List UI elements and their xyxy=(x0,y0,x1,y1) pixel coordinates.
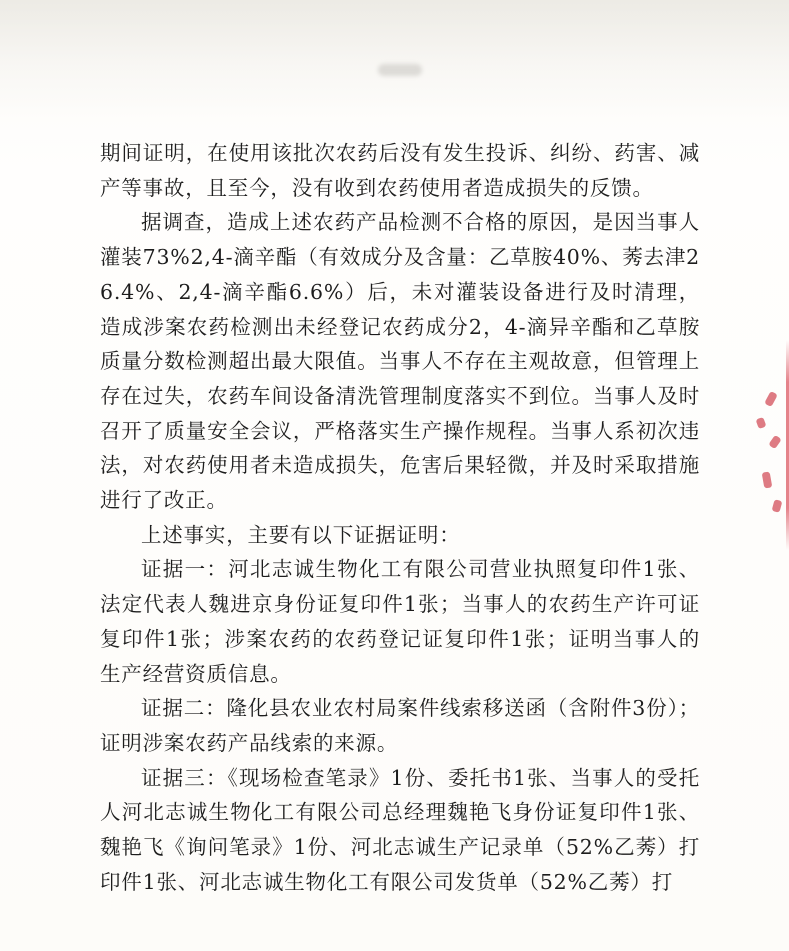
scan-shadow xyxy=(0,0,789,118)
paragraph-evidence-two: 证据二：隆化县农业农村局案件线索移送函（含附件3份）；证明涉案农药产品线索的来源。 xyxy=(100,696,700,755)
seal-fragment xyxy=(756,417,767,429)
seal-fragment xyxy=(764,391,778,407)
document-body xyxy=(100,136,700,899)
paragraph-evidence-three: 证据三：《现场检查笔录》1份、委托书1张、当事人的受托人河北志诚生物化工有限公司总经理魏艳飞身份证复印件1张、魏艳飞《询问笔录》1份、河北志诚生产记录单（52%乙莠）打印件1张、河北志诚生物化工有限公司发货单（52%乙莠）打 xyxy=(100,765,700,894)
seal-fragment xyxy=(768,435,781,449)
paragraph-investigation: 据调查，造成上述农药产品检测不合格的原因，是因当事人灌装73%2,4-滴辛酯（有效成分及含量：乙草胺40%、莠去津26.4%、2,4-滴辛酯6.6%）后，未对灌装设备进行及时清理，造成涉案农药检测出未经登记农药成分2，4-滴异辛酯和乙草胺质量分数检测超出最大限值。当事人不存在主观故意，但管理上存在过失，农药车间设备清洗管理制度落实不到位。当事人及时召开了质量安全会议，严格落实生产操作规程。当事人系初次违法，对农药使用者未造成损失，危害后果轻微，并及时采取措施进行了改正。 xyxy=(100,210,700,513)
seal-fragment xyxy=(762,471,773,488)
seal-fragment xyxy=(772,499,783,513)
paragraph-evidence-one: 证据一：河北志诚生物化工有限公司营业执照复印件1张、法定代表人魏进京身份证复印件1张；当事人的农药生产许可证复印件1张；涉案农药的农药登记证复印件1张；证明当事人的生产经营资质信息。 xyxy=(100,557,700,686)
paragraph-continuation: 期间证明，在使用该批次农药后没有发生投诉、纠纷、药害、减产等事故，且至今，没有收到农药使用者造成损失的反馈。 xyxy=(100,141,700,200)
scan-smudge xyxy=(378,64,422,76)
paragraph-evidence-intro: 上述事实，主要有以下证据证明： xyxy=(141,522,461,547)
